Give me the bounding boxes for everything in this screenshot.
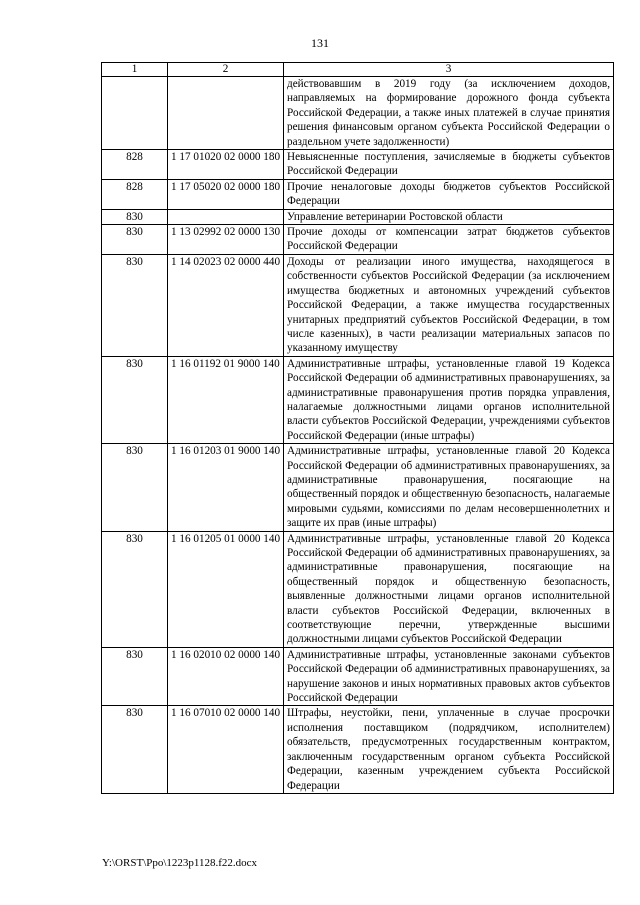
admin-code-cell: 830: [102, 225, 168, 255]
table-row: [102, 225, 614, 255]
column-header-2: 2: [168, 63, 284, 77]
table-row: [102, 356, 614, 443]
admin-code-cell: 830: [102, 444, 168, 531]
kbk-code-cell: 1 14 02023 02 0000 440: [168, 254, 284, 356]
description-cell: Доходы от реализации иного имущества, находящегося в собственности субъектов Российской Федерации (за исключением имущества бюджетных и автономных учреждений субъектов Российской Федерации, а также имущества государственных унитарных предприятий субъектов Российской Федерации, в том числе казенных), в части реализации материальных запасов по указанному имуществу: [284, 254, 614, 356]
table-row: [102, 254, 614, 356]
table-row: [102, 706, 614, 793]
column-header-3: 3: [284, 63, 614, 77]
description-cell: Невыясненные поступления, зачисляемые в бюджеты субъектов Российской Федерации: [284, 150, 614, 180]
kbk-code-cell: [168, 77, 284, 150]
column-header-1: 1: [102, 63, 168, 77]
description-cell: Управление ветеринарии Ростовской области: [284, 209, 614, 224]
table-row: [102, 209, 614, 224]
table-row: [102, 444, 614, 531]
kbk-code-cell: [168, 209, 284, 224]
kbk-code-cell: 1 16 07010 02 0000 140: [168, 706, 284, 793]
admin-code-cell: 830: [102, 356, 168, 443]
table-row: [102, 77, 614, 150]
kbk-code-cell: 1 13 02992 02 0000 130: [168, 225, 284, 255]
kbk-code-cell: 1 16 01205 01 0000 140: [168, 531, 284, 647]
description-cell: Административные штрафы, установленные главой 20 Кодекса Российской Федерации об административных правонарушениях, за административные правонарушения, посягающие на общественный порядок и общественную безопасность, выявленные должностными лицами органов исполнительной власти субъектов Российской Федерации, включенных в соответствующие перечни, утвержденные высшими должностными лицами субъектов Российской Федерации: [284, 531, 614, 647]
table-row: [102, 531, 614, 647]
description-cell: Административные штрафы, установленные главой 20 Кодекса Российской Федерации об административных правонарушениях, за административные правонарушения, посягающие на общественный порядок и общественную безопасность, налагаемые мировыми судьями, комиссиями по делам несовершеннолетних и защите их прав (иные штрафы): [284, 444, 614, 531]
description-cell: действовавшим в 2019 году (за исключением доходов, направляемых на формирование дорожного фонда субъекта Российской Федерации, а также иных платежей в случае принятия решения финансовым органом субъекта Российской Федерации о раздельном учете задолженности): [284, 77, 614, 150]
table-row: [102, 647, 614, 706]
table-row: [102, 179, 614, 209]
description-cell: Прочие неналоговые доходы бюджетов субъектов Российской Федерации: [284, 179, 614, 209]
file-path-footer: Y:\ORST\Ppo\1223p1128.f22.docx: [102, 857, 258, 869]
admin-code-cell: 828: [102, 179, 168, 209]
admin-code-cell: 830: [102, 531, 168, 647]
admin-code-cell: [102, 77, 168, 150]
description-cell: Административные штрафы, установленные законами субъектов Российской Федерации об административных правонарушениях, за нарушение законов и иных нормативных правовых актов субъектов Российской Федерации: [284, 647, 614, 706]
admin-code-cell: 828: [102, 150, 168, 180]
table-row: [102, 150, 614, 180]
page-number: 131: [311, 36, 329, 50]
description-cell: Штрафы, неустойки, пени, уплаченные в случае просрочки исполнения поставщиком (подрядчиком, исполнителем) обязательств, предусмотренных государственным контрактом, заключенным государственным органом субъекта Российской Федерации, казенным учреждением субъекта Российской Федерации: [284, 706, 614, 793]
description-cell: Прочие доходы от компенсации затрат бюджетов субъектов Российской Федерации: [284, 225, 614, 255]
admin-code-cell: 830: [102, 706, 168, 793]
kbk-code-cell: 1 17 01020 02 0000 180: [168, 150, 284, 180]
admin-code-cell: 830: [102, 209, 168, 224]
kbk-code-cell: 1 16 01203 01 9000 140: [168, 444, 284, 531]
revenue-codes-table: [101, 62, 614, 794]
admin-code-cell: 830: [102, 647, 168, 706]
description-cell: Административные штрафы, установленные главой 19 Кодекса Российской Федерации об административных правонарушениях, за административные правонарушения против порядка управления, налагаемые должностными лицами органов исполнительной власти субъектов Российской Федерации, учреждениями субъектов Российской Федерации (иные штрафы): [284, 356, 614, 443]
table-header-row: [102, 63, 614, 77]
kbk-code-cell: 1 16 01192 01 9000 140: [168, 356, 284, 443]
kbk-code-cell: 1 17 05020 02 0000 180: [168, 179, 284, 209]
admin-code-cell: 830: [102, 254, 168, 356]
kbk-code-cell: 1 16 02010 02 0000 140: [168, 647, 284, 706]
